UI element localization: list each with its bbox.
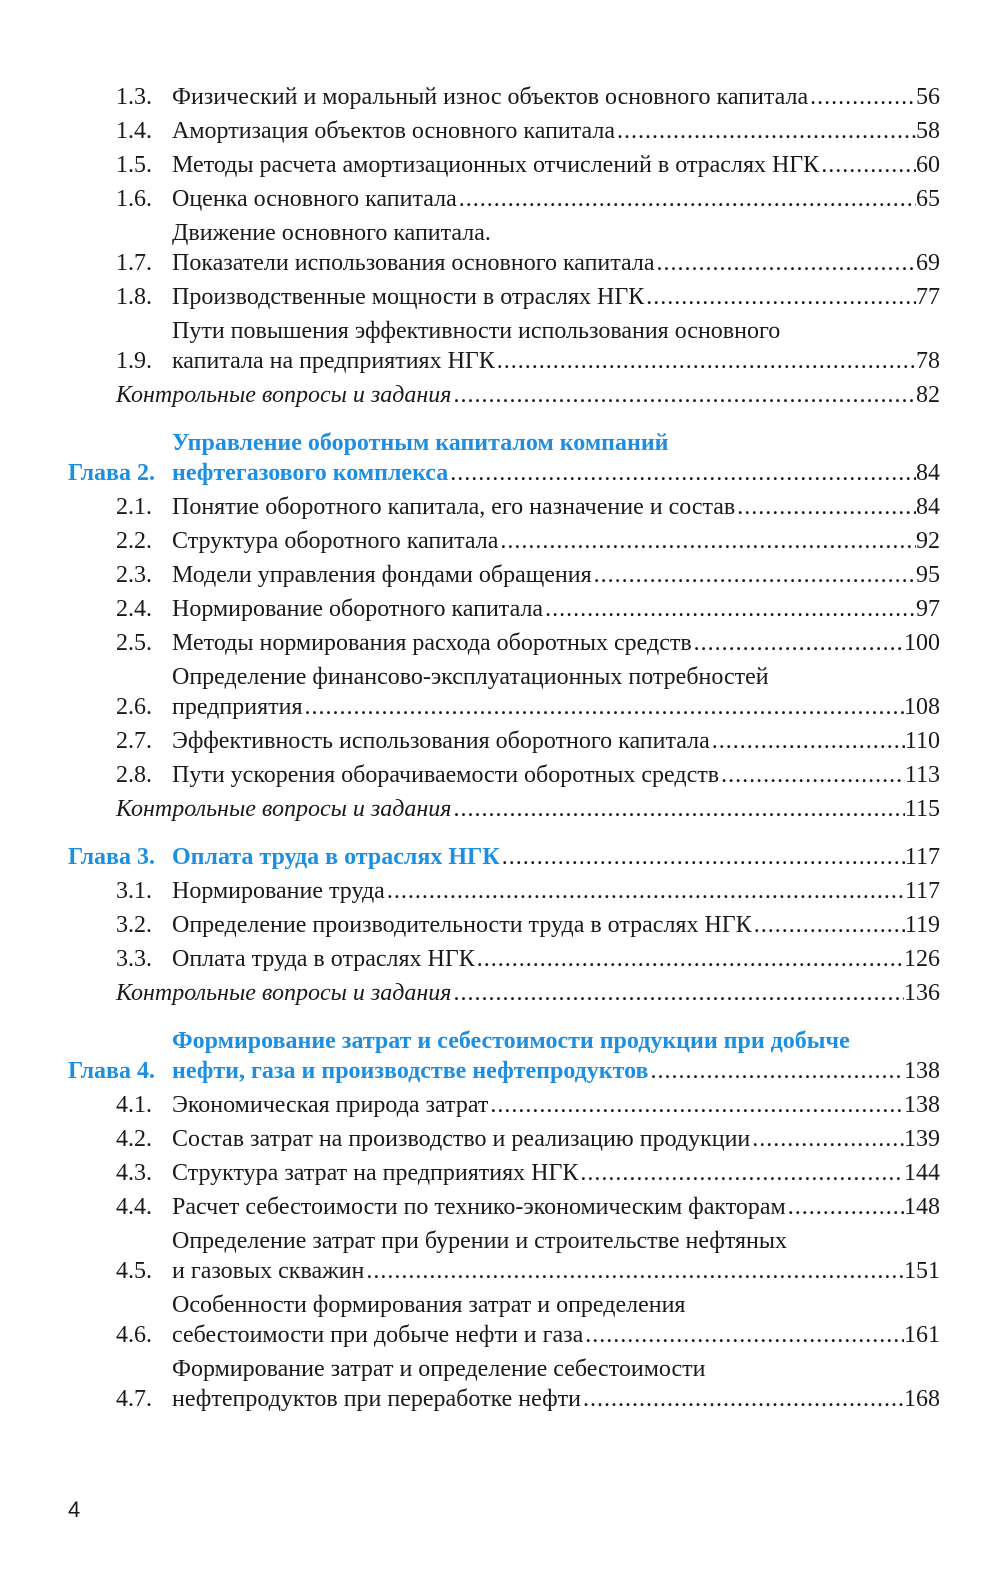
toc-entry-title: Формирование затрат и себестоимости продукции при добыче [172, 1028, 850, 1054]
toc-entry-number: 1.4. [116, 118, 152, 144]
toc-entry-number: 2.1. [116, 494, 152, 520]
dot-leader [385, 876, 905, 906]
toc-entry [68, 1226, 940, 1286]
toc-page-number: 168 [904, 1386, 940, 1412]
dot-leader [710, 726, 905, 756]
toc-entry-title: Определение финансово-эксплуатационных потребностей [172, 664, 769, 690]
toc-entry-title: Движение основного капитала. [172, 220, 491, 246]
toc-chapter [68, 842, 940, 872]
toc-entry-title: Нормирование труда [172, 878, 385, 904]
toc-entry-title: Контрольные вопросы и задания [116, 796, 452, 822]
toc-page-number: 161 [904, 1322, 940, 1348]
toc-entry-number: 2.4. [116, 596, 152, 622]
toc-control-questions [68, 794, 940, 824]
toc-entry-title: нефтепродуктов при переработке нефти [172, 1386, 581, 1412]
dot-leader [786, 1192, 904, 1222]
toc-page-number: 58 [916, 118, 940, 144]
toc-entry-title: Особенности формирования затрат и определения [172, 1292, 686, 1318]
toc-entry-title: Нормирование оборотного капитала [172, 596, 544, 622]
toc-entry-title: Оценка основного капитала [172, 186, 457, 212]
toc-entry-title: Оплата труда в отраслях НГК [172, 844, 500, 870]
dot-leader [448, 458, 916, 488]
toc-page-number: 148 [904, 1194, 940, 1220]
dot-leader [475, 944, 904, 974]
toc-entry-title: нефтегазового комплекса [172, 460, 449, 486]
dot-leader [735, 492, 916, 522]
toc-entry [68, 876, 940, 906]
toc-control-questions [68, 978, 940, 1008]
dot-leader [495, 346, 916, 376]
dot-leader [457, 184, 916, 214]
toc-page-number: 60 [916, 152, 940, 178]
toc-entry [68, 1290, 940, 1350]
toc-entry-title: Показатели использования основного капитала [172, 250, 655, 276]
toc-entry-number: 2.8. [116, 762, 152, 788]
toc-entry-number: 4.7. [116, 1386, 152, 1412]
toc-entry [68, 282, 940, 312]
toc-page-number: 84 [916, 460, 940, 486]
toc-page-number: 77 [916, 284, 940, 310]
toc-entry-title: и газовых скважин [172, 1258, 365, 1284]
toc-page-number: 139 [904, 1126, 940, 1152]
toc-entry-title: нефти, газа и производстве нефтепродуктов [172, 1058, 649, 1084]
dot-leader [303, 692, 905, 722]
toc-entry-number: 3.2. [116, 912, 152, 938]
toc-entry-number: 3.1. [116, 878, 152, 904]
dot-leader [488, 1090, 904, 1120]
toc-page-number: 100 [904, 630, 940, 656]
toc-entry-title: Контрольные вопросы и задания [116, 382, 452, 408]
toc-entry-number: 2.3. [116, 562, 152, 588]
toc-entry-number: 2.6. [116, 694, 152, 720]
toc-entry-number: Глава 4. [68, 1058, 155, 1084]
toc-page-number: 117 [904, 844, 940, 870]
toc-entry-title: Структура оборотного капитала [172, 528, 499, 554]
dot-leader [500, 842, 905, 872]
toc-entry-number: 2.2. [116, 528, 152, 554]
toc-entry-number: Глава 3. [68, 844, 155, 870]
toc-entry-title: Физический и моральный износ объектов основного капитала [172, 84, 809, 110]
toc-page-number: 126 [904, 946, 940, 972]
toc-entry-number: 4.5. [116, 1258, 152, 1284]
toc-entry-title: Экономическая природа затрат [172, 1092, 489, 1118]
toc-entry [68, 218, 940, 278]
toc-entry-title: Производственные мощности в отраслях НГК [172, 284, 645, 310]
toc-entry-number: 1.5. [116, 152, 152, 178]
dot-leader [451, 380, 916, 410]
toc-entry [68, 662, 940, 722]
dot-leader [655, 248, 916, 278]
toc-entry [68, 594, 940, 624]
dot-leader [648, 1056, 904, 1086]
dot-leader [752, 910, 905, 940]
toc-page-number: 115 [904, 796, 940, 822]
toc-entry [68, 526, 940, 556]
toc-entry-title: Эффективность использования оборотного капитала [172, 728, 710, 754]
toc-entry-number: 4.1. [116, 1092, 152, 1118]
toc-page-number: 56 [916, 84, 940, 110]
toc-page-number: 84 [916, 494, 940, 520]
toc-entry-title: себестоимости при добыче нефти и газа [172, 1322, 584, 1348]
toc-page-number: 65 [916, 186, 940, 212]
dot-leader [750, 1124, 904, 1154]
toc-page-number: 119 [904, 912, 940, 938]
toc-entry-number: Глава 2. [68, 460, 155, 486]
toc-entry-title: предприятия [172, 694, 303, 720]
toc-entry [68, 1090, 940, 1120]
toc-page-number: 78 [916, 348, 940, 374]
toc-entry [68, 1192, 940, 1222]
toc-entry-title: Расчет себестоимости по технико-экономическим факторам [172, 1194, 786, 1220]
toc-entry [68, 184, 940, 214]
toc-entry-title: Контрольные вопросы и задания [116, 980, 452, 1006]
toc-page-number: 69 [916, 250, 940, 276]
dot-leader [819, 150, 916, 180]
toc-entry-title: Формирование затрат и определение себестоимости [172, 1356, 706, 1382]
toc-entry-title: Оплата труда в отраслях НГК [172, 946, 475, 972]
toc-entry-title: Модели управления фондами обращения [172, 562, 592, 588]
toc-control-questions [68, 380, 940, 410]
toc-entry [68, 726, 940, 756]
toc-entry [68, 116, 940, 146]
toc-entry-title: Определение производительности труда в отраслях НГК [172, 912, 752, 938]
toc-entry-title: Методы расчета амортизационных отчислений в отраслях НГК [172, 152, 820, 178]
toc-entry [68, 1354, 940, 1414]
toc-page-number: 82 [916, 382, 940, 408]
toc-entry-number: 4.6. [116, 1322, 152, 1348]
toc-page-number: 92 [916, 528, 940, 554]
dot-leader [719, 760, 905, 790]
dot-leader [578, 1158, 904, 1188]
toc-entry [68, 1124, 940, 1154]
dot-leader [451, 794, 904, 824]
toc-entry-title: Определение затрат при бурении и строительстве нефтяных [172, 1228, 788, 1254]
toc-entry-title: капитала на предприятиях НГК [172, 348, 495, 374]
dot-leader [581, 1384, 904, 1414]
dot-leader [543, 594, 916, 624]
toc-page-number: 97 [916, 596, 940, 622]
toc-chapter [68, 1026, 940, 1086]
toc-page-number: 110 [904, 728, 940, 754]
toc-entry [68, 910, 940, 940]
toc-entry [68, 316, 940, 376]
toc-entry [68, 82, 940, 112]
dot-leader [498, 526, 916, 556]
toc-entry-number: 1.9. [116, 348, 152, 374]
dot-leader [583, 1320, 904, 1350]
dot-leader [615, 116, 916, 146]
toc-entry-title: Состав затрат на производство и реализацию продукции [172, 1126, 751, 1152]
toc-entry [68, 492, 940, 522]
toc-entry [68, 560, 940, 590]
toc-entry-number: 4.2. [116, 1126, 152, 1152]
toc-entry-number: 1.3. [116, 84, 152, 110]
table-of-contents [68, 82, 940, 1418]
toc-page-number: 138 [904, 1092, 940, 1118]
dot-leader [592, 560, 916, 590]
toc-entry-title: Методы нормирования расхода оборотных средств [172, 630, 692, 656]
dot-leader [364, 1256, 904, 1286]
toc-entry [68, 1158, 940, 1188]
toc-entry-number: 3.3. [116, 946, 152, 972]
toc-entry-number: 4.3. [116, 1160, 152, 1186]
toc-entry-title: Пути ускорения оборачиваемости оборотных средств [172, 762, 720, 788]
toc-entry-number: 2.5. [116, 630, 152, 656]
toc-entry [68, 628, 940, 658]
toc-entry [68, 760, 940, 790]
toc-entry-title: Структура затрат на предприятиях НГК [172, 1160, 579, 1186]
toc-entry [68, 944, 940, 974]
toc-page-number: 117 [904, 878, 940, 904]
dot-leader [808, 82, 916, 112]
toc-entry-number: 4.4. [116, 1194, 152, 1220]
toc-page-number: 138 [904, 1058, 940, 1084]
dot-leader [692, 628, 904, 658]
toc-entry-number: 1.7. [116, 250, 152, 276]
dot-leader [451, 978, 904, 1008]
dot-leader [644, 282, 916, 312]
toc-entry-number: 1.6. [116, 186, 152, 212]
toc-entry-title: Понятие оборотного капитала, его назначение и состав [172, 494, 736, 520]
toc-chapter [68, 428, 940, 488]
toc-entry-title: Управление оборотным капиталом компаний [172, 430, 669, 456]
toc-page-number: 108 [904, 694, 940, 720]
toc-entry-number: 1.8. [116, 284, 152, 310]
toc-page-number: 144 [904, 1160, 940, 1186]
toc-page-number: 151 [904, 1258, 940, 1284]
toc-page-number: 136 [904, 980, 940, 1006]
toc-entry-title: Пути повышения эффективности использования основного [172, 318, 781, 344]
toc-page-number: 113 [904, 762, 940, 788]
toc-entry-title: Амортизация объектов основного капитала [172, 118, 616, 144]
toc-page-number: 95 [916, 562, 940, 588]
toc-entry [68, 150, 940, 180]
toc-entry-number: 2.7. [116, 728, 152, 754]
page-number: 4 [68, 1497, 81, 1522]
